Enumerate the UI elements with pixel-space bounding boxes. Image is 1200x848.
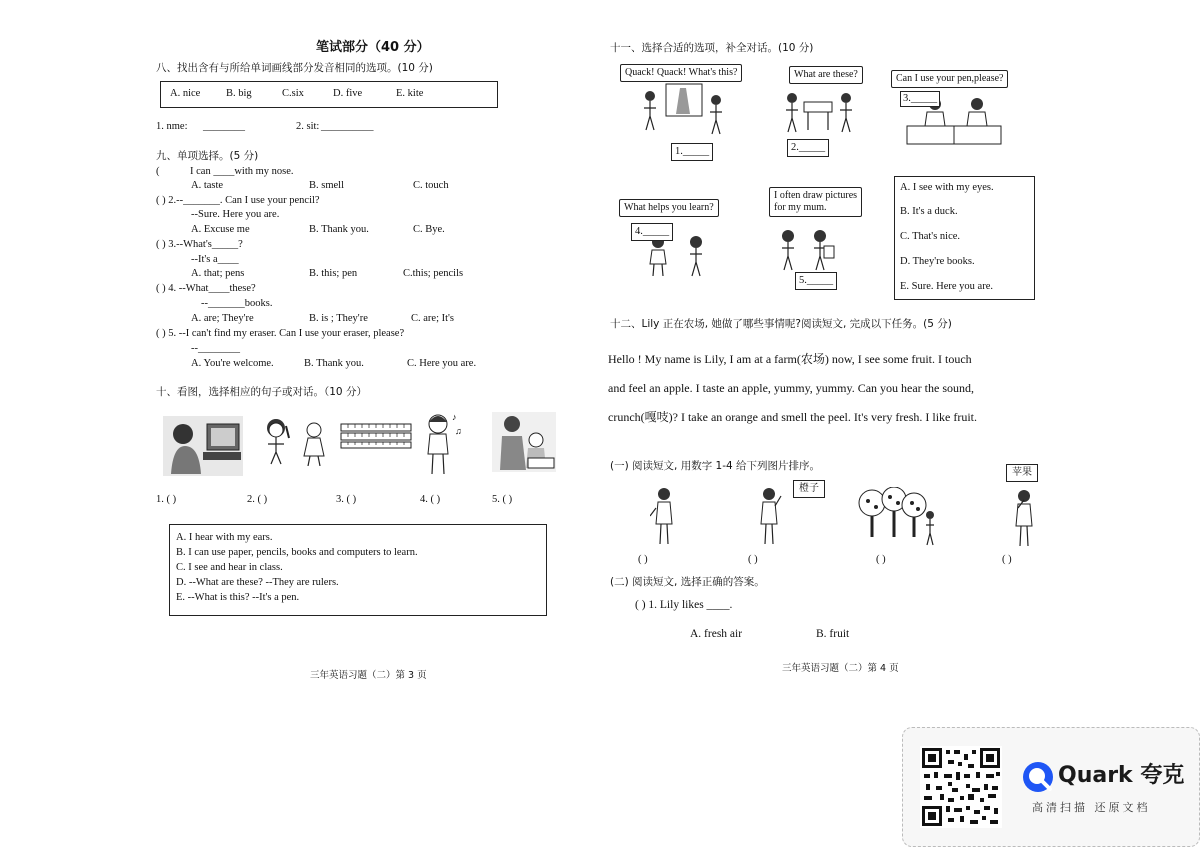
- s10-choice: E. --What is this? --It's a pen.: [176, 592, 300, 603]
- children-books-picture: [780, 82, 860, 137]
- s10-choice: A. I hear with my ears.: [176, 532, 273, 543]
- s9-q3-reply: --It's a____: [191, 254, 239, 265]
- section-8-options-box: [160, 81, 498, 108]
- bubble-2: What are these?: [789, 66, 863, 84]
- s12-option-a: A. fresh air: [690, 628, 743, 640]
- s9-q1-text: I can ____with my nose.: [190, 166, 294, 177]
- s9-q5-text[interactable]: ( ) 5. --I can't find my eraser. Can I use your eraser, please?: [156, 328, 405, 339]
- s9-option: B. this; pen: [309, 268, 358, 279]
- orange-label: 橙子: [793, 480, 825, 498]
- bubble-3: Can I use your pen,please?: [891, 70, 1008, 88]
- page-footer-left: 三年英语习题（二）第 3 页: [310, 670, 427, 681]
- section-8-heading: 八、找出含有与所给单词画线部分发音相同的选项。(10 分): [156, 62, 433, 74]
- bubble-4: What helps you learn?: [619, 199, 719, 217]
- s11-option: C. That's nice.: [900, 231, 961, 242]
- s9-option: A. are; They're: [191, 313, 254, 324]
- s11-option: A. I see with my eyes.: [900, 182, 994, 193]
- s9-option: B. is ; They're: [309, 313, 368, 324]
- s10-answer-5[interactable]: 5. ( ): [492, 494, 513, 505]
- order-blank-2[interactable]: ( ): [748, 554, 758, 565]
- rulers-picture: [340, 423, 412, 449]
- svg-text:♪: ♪: [452, 412, 457, 422]
- s12-option-b: B. fruit: [816, 628, 850, 640]
- section-11-heading: 十一、选择合适的选项，补全对话。(10 分): [610, 42, 814, 54]
- s8-option: E. kite: [396, 88, 424, 99]
- children-duck-picture: [640, 80, 730, 140]
- s9-option: C. are; It's: [411, 313, 455, 324]
- s8-option: B. big: [226, 88, 252, 99]
- bubble-1: Quack! Quack! What's this?: [620, 64, 742, 82]
- s9-option: C.this; pencils: [403, 268, 464, 279]
- lily-tasting-apple-picture: [1010, 488, 1040, 548]
- teacher-and-child-picture: [492, 412, 556, 472]
- section-9-heading: 九、单项选择。(5 分): [156, 150, 259, 162]
- s11-blank-5[interactable]: 5._____: [795, 272, 837, 290]
- quark-brand: Quark 夸克: [1058, 763, 1185, 788]
- s9-option: C. Bye.: [413, 224, 445, 235]
- page-title: 笔试部分（40 分）: [316, 40, 430, 55]
- s9-q4-reply: --_______books.: [201, 298, 273, 309]
- passage-line-2: and feel an apple. I taste an apple, yummy, yummy. Can you hear the sound,: [608, 381, 975, 395]
- s11-option: D. They're books.: [900, 256, 975, 267]
- s10-choice: D. --What are these? --They are rulers.: [176, 577, 339, 588]
- s11-blank-1[interactable]: 1._____: [671, 143, 713, 161]
- s11-option: E. Sure. Here you are.: [900, 281, 994, 292]
- section-10-heading: 十、看图，选择相应的句子或对话。（10 分）: [156, 386, 367, 398]
- s9-option: A. Excuse me: [191, 224, 250, 235]
- girl-listening-picture: [420, 410, 464, 480]
- s9-q1-paren[interactable]: (: [156, 166, 160, 177]
- lily-smelling-orange-picture: [755, 486, 787, 548]
- s9-option: B. smell: [309, 180, 345, 191]
- s9-q2-reply: --Sure. Here you are.: [191, 209, 280, 220]
- s11-blank-2[interactable]: 2._____: [787, 139, 829, 157]
- bubble-5: I often draw pictures for my mum.: [769, 187, 862, 217]
- children-drawing-picture: [774, 226, 838, 272]
- s11-blank-4[interactable]: 4._____: [631, 223, 673, 241]
- task-1-heading: (一) 阅读短文, 用数字 1-4 给下列图片排序。: [610, 460, 821, 472]
- s9-option: A. You're welcome.: [191, 358, 274, 369]
- s8-blank-2[interactable]: __________: [321, 121, 374, 132]
- s10-answer-2[interactable]: 2. ( ): [247, 494, 268, 505]
- order-blank-4[interactable]: ( ): [1002, 554, 1012, 565]
- s8-option: A. nice: [170, 88, 201, 99]
- s9-option: A. taste: [191, 180, 224, 191]
- s8-option: C.six: [282, 88, 304, 99]
- section-12-heading: 十二、Lily 正在农场, 她做了哪些事情呢?阅读短文, 完成以下任务。(5 分): [610, 318, 952, 330]
- s9-q2-text[interactable]: ( ) 2.--_______. Can I use your pencil?: [156, 195, 320, 206]
- s9-option: B. Thank you.: [304, 358, 364, 369]
- s11-option: B. It's a duck.: [900, 206, 958, 217]
- s9-q3-text[interactable]: ( ) 3.--What's_____?: [156, 239, 243, 250]
- passage-line-1: Hello ! My name is Lily, I am at a farm(农场) now, I see some fruit. I touch: [608, 352, 972, 366]
- s9-q5-reply: --________: [191, 343, 240, 354]
- s9-option: C. touch: [413, 180, 449, 191]
- quark-tagline: 高清扫描 还原文档: [1032, 801, 1151, 814]
- order-blank-3[interactable]: ( ): [876, 554, 886, 565]
- s10-choice: C. I see and hear in class.: [176, 562, 283, 573]
- s11-blank-3[interactable]: 3._____: [900, 91, 940, 107]
- s8-option: D. five: [333, 88, 363, 99]
- apple-label: 苹果: [1006, 464, 1038, 482]
- s10-answer-3[interactable]: 3. ( ): [336, 494, 357, 505]
- s9-q4-text[interactable]: ( ) 4. --What____these?: [156, 283, 256, 294]
- s8-question-1: 1. nme:: [156, 121, 188, 132]
- s9-option: B. Thank you.: [309, 224, 369, 235]
- s9-option: C. Here you are.: [407, 358, 477, 369]
- s12-question-1[interactable]: ( ) 1. Lily likes ____.: [635, 599, 733, 611]
- quark-logo-icon: [1022, 761, 1054, 793]
- task-2-heading: (二) 阅读短文, 选择正确的答案。: [610, 576, 765, 588]
- passage-line-3: crunch(嘎吱)? I take an orange and smell the peel. It's very fresh. I like fruit.: [608, 410, 978, 424]
- s10-choice: B. I can use paper, pencils, books and computers to learn.: [176, 547, 418, 558]
- order-blank-1[interactable]: ( ): [638, 554, 648, 565]
- s9-option: A. that; pens: [191, 268, 245, 279]
- s10-answer-1[interactable]: 1. ( ): [156, 494, 177, 505]
- page-footer-right: 三年英语习题（二）第 4 页: [782, 663, 899, 674]
- s8-question-2: 2. sit:: [296, 121, 320, 132]
- apple-trees-picture: [856, 487, 940, 549]
- s8-blank-1[interactable]: ________: [203, 121, 245, 132]
- children-pen-picture: [262, 416, 334, 466]
- girl-at-computer-picture: [163, 416, 243, 476]
- s10-answer-4[interactable]: 4. ( ): [420, 494, 441, 505]
- svg-text:♫: ♫: [455, 426, 462, 436]
- qr-code-icon[interactable]: [920, 746, 1002, 828]
- lily-touching-picture: [650, 486, 680, 546]
